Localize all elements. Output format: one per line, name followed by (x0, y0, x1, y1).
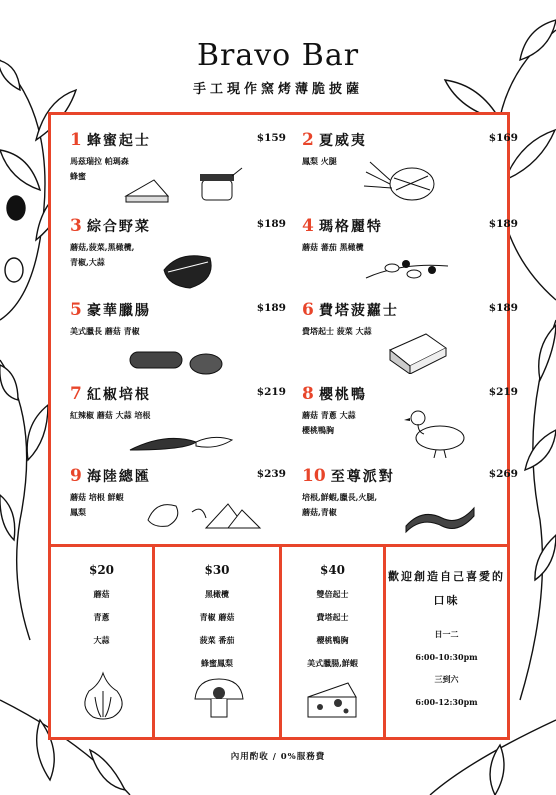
pizza-price: $239 (256, 468, 286, 480)
pizza-price: $159 (256, 132, 286, 144)
pizza-ingredients: 蘑菇,青椒 (302, 507, 337, 517)
pizza-name: 豪華臘腸 (86, 303, 151, 319)
pizza-price: $189 (256, 218, 286, 230)
hours-time: 6:00-12:30pm (415, 697, 478, 707)
pizza-name: 綜合野菜 (86, 219, 151, 235)
pizza-number: 5 (70, 300, 82, 320)
pizza-item-8 (302, 384, 518, 464)
topping-price: $30 (204, 563, 230, 577)
pizza-number: 7 (70, 384, 82, 404)
topping-item: 蘑菇 (93, 589, 110, 599)
bacon-icon (402, 500, 478, 534)
duck-icon (402, 406, 472, 458)
pizza-ingredients: 費塔起士 菠菜 大蒜 (302, 326, 372, 336)
pizza-price: $189 (488, 302, 518, 314)
pizza-name: 費塔菠蘿士 (318, 303, 399, 319)
pizza-price: $189 (256, 302, 286, 314)
topping-price: $20 (88, 563, 115, 577)
pizza-ingredients: 青椒,大蒜 (70, 257, 105, 267)
pizza-item-1 (70, 130, 286, 210)
restaurant-tagline: 手工現作窯烤薄脆披薩 (192, 82, 363, 97)
pizza-name: 至尊派對 (330, 469, 395, 485)
olive-sprig-icon (362, 252, 452, 286)
pizza-ingredients: 培根,鮮蝦,臘長,火腿, (302, 492, 378, 502)
days-label: 三到六 (434, 674, 459, 684)
pizza-price: $189 (488, 218, 518, 230)
pizza-number: 3 (70, 216, 82, 236)
pizza-item-7 (70, 384, 286, 464)
mushroom-icon (191, 675, 247, 721)
feta-cheese-icon (386, 330, 450, 374)
pizza-item-10 (302, 466, 518, 546)
topping-item: 櫻桃鴨胸 (316, 635, 349, 645)
pineapple-icon (362, 154, 442, 204)
topping-item: 青蔥 (93, 612, 110, 622)
pizza-price: $269 (488, 468, 518, 480)
pizza-number: 10 (302, 466, 326, 486)
pizza-ingredients: 鳳梨 (70, 507, 86, 517)
topping-group-30 (155, 547, 279, 737)
pizza-name: 紅椒培根 (86, 387, 151, 403)
pizza-item-2 (302, 130, 518, 210)
pizza-ingredients: 紅辣椒 蘑菇 大蒜 培根 (70, 410, 151, 420)
pizza-number: 4 (302, 216, 314, 236)
pizza-number: 8 (302, 384, 314, 404)
topping-item: 黑橄欖 (205, 589, 229, 599)
cheese-honey-icon (124, 166, 244, 206)
pizza-name: 夏威夷 (318, 133, 367, 149)
days-label: 日一二 (434, 629, 459, 639)
pizza-number: 2 (302, 130, 314, 150)
pizza-name: 蜂蜜起士 (86, 133, 151, 149)
pizza-ingredients: 美式臘長 蘑菇 青椒 (70, 326, 140, 336)
topping-item: 美式臘腸,鮮蝦 (307, 658, 358, 668)
pizza-ingredients: 櫻桃鴨胸 (302, 425, 334, 435)
pizza-ingredients: 蘑菇 青蔥 大蒜 (302, 410, 356, 420)
custom-pizza-message: 歡迎創造自己喜愛的口味 (388, 570, 505, 607)
pizza-price: $169 (488, 132, 518, 144)
topping-item: 青椒 蘑菇 (199, 612, 235, 622)
topping-group-40 (282, 547, 383, 737)
pizza-name: 瑪格麗特 (318, 219, 383, 235)
topping-group-20 (51, 547, 152, 737)
shrimp-cheese-icon (142, 496, 262, 532)
sausage-icon (126, 346, 226, 380)
pizza-name: 海陸總匯 (86, 469, 151, 485)
topping-item: 菠菜 番茄 (199, 635, 235, 645)
pizza-ingredients: 蘑菇 培根 鮮蝦 (70, 492, 124, 502)
pizza-number: 6 (302, 300, 314, 320)
pizza-item-9 (70, 466, 286, 546)
service-charge-note: 內用酌收 / 0%服務費 (230, 752, 326, 762)
pizza-number: 1 (70, 130, 82, 150)
opening-hours-panel (386, 547, 507, 737)
pizza-price: $219 (488, 386, 518, 398)
topping-item: 大蒜 (93, 635, 110, 645)
spinach-leaf-icon (160, 250, 220, 290)
pizza-ingredients: 蘑菇 蕃茄 黑橄欖 (302, 242, 364, 252)
pizza-ingredients: 馬茲瑞拉 帕瑪森 (70, 156, 129, 166)
pizza-ingredients: 鳳梨 火腿 (302, 156, 337, 166)
pizza-number: 9 (70, 466, 82, 486)
hours-time: 6:00-10:30pm (415, 652, 478, 662)
pizza-item-3 (70, 216, 286, 296)
pizza-ingredients: 蘑菇,菠菜,黑橄欖, (70, 242, 135, 252)
topping-item: 費塔起士 (316, 612, 349, 622)
pizza-item-5 (70, 300, 286, 380)
pizza-price: $219 (256, 386, 286, 398)
topping-price: $40 (319, 563, 346, 577)
topping-item: 雙倍起士 (316, 589, 349, 599)
pizza-name: 櫻桃鴨 (318, 387, 367, 403)
pizza-item-6 (302, 300, 518, 380)
restaurant-title: Bravo Bar (196, 38, 360, 73)
cheese-wedge-icon (304, 677, 360, 721)
chili-pepper-icon (126, 428, 236, 458)
garlic-icon (77, 667, 131, 723)
topping-item: 蜂蜜鳳梨 (201, 658, 233, 668)
pizza-ingredients: 蜂蜜 (70, 171, 86, 181)
pizza-item-4 (302, 216, 518, 296)
